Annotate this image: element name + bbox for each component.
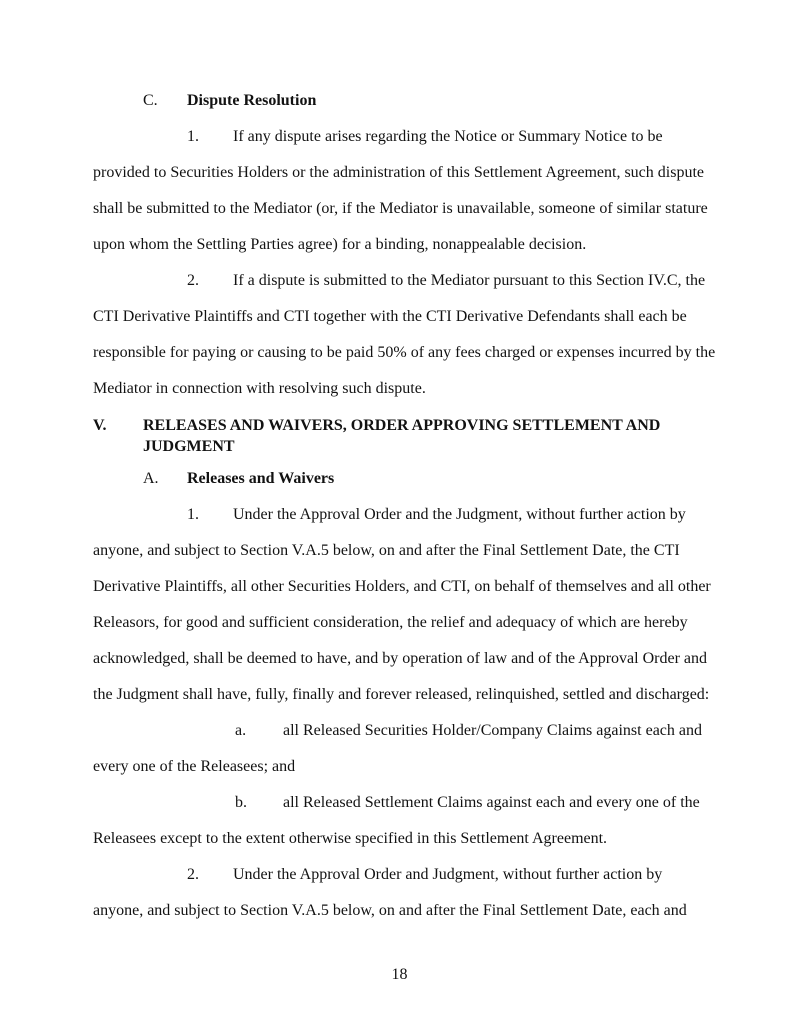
text-line: Under the Approval Order and Judgment, without further action by bbox=[233, 866, 663, 883]
text-line: Releasees except to the extent otherwise specified in this Settlement Agreement. bbox=[93, 830, 608, 847]
section-heading-line: RELEASES AND WAIVERS, ORDER APPROVING SETTLEMENT AND bbox=[143, 417, 661, 434]
text-line: Derivative Plaintiffs, all other Securities Holders, and CTI, on behalf of themselves and all other bbox=[93, 578, 711, 595]
section-heading-label: V. bbox=[93, 417, 107, 434]
subsection-heading-title: Releases and Waivers bbox=[187, 470, 335, 487]
paragraph-first-line bbox=[93, 497, 707, 533]
paragraph-first-line bbox=[93, 785, 707, 821]
subsection-heading bbox=[93, 461, 707, 497]
text-line: acknowledged, shall be deemed to have, and by operation of law and of the Approval Order and bbox=[93, 650, 708, 667]
document-body bbox=[93, 83, 716, 929]
text-line: If any dispute arises regarding the Notice or Summary Notice to be bbox=[233, 128, 663, 145]
paragraph-first-line bbox=[93, 119, 707, 155]
page-number: 18 bbox=[391, 966, 408, 983]
text-line: If a dispute is submitted to the Mediator pursuant to this Section IV.C, the bbox=[233, 272, 706, 289]
text-line: Releasors, for good and sufficient consideration, the relief and adequacy of which are hereby bbox=[93, 614, 688, 631]
text-line: upon whom the Settling Parties agree) for a binding, nonappealable decision. bbox=[93, 236, 587, 253]
paragraph-number: 1. bbox=[187, 506, 199, 523]
paragraph-first-line bbox=[93, 263, 707, 299]
section-heading-line: JUDGMENT bbox=[143, 438, 235, 455]
text-line: CTI Derivative Plaintiffs and CTI together with the CTI Derivative Defendants shall each be bbox=[93, 308, 687, 325]
text-line: provided to Securities Holders or the administration of this Settlement Agreement, such dispute bbox=[93, 164, 704, 181]
text-line: all Released Securities Holder/Company Claims against each and bbox=[283, 722, 702, 739]
text-line: anyone, and subject to Section V.A.5 below, on and after the Final Settlement Date, the CTI bbox=[93, 542, 680, 559]
section-heading bbox=[93, 415, 707, 457]
subsection-heading-label: C. bbox=[143, 92, 158, 109]
text-line: responsible for paying or causing to be paid 50% of any fees charged or expenses incurred by the bbox=[93, 344, 716, 361]
paragraph-first-line bbox=[93, 857, 707, 893]
paragraph-number: 1. bbox=[187, 128, 199, 145]
text-line: every one of the Releasees; and bbox=[93, 758, 296, 775]
text-line: all Released Settlement Claims against each and every one of the bbox=[283, 794, 700, 811]
paragraph-first-line bbox=[93, 713, 707, 749]
text-line: the Judgment shall have, fully, finally and forever released, relinquished, settled and discharged: bbox=[93, 686, 710, 703]
text-line: Under the Approval Order and the Judgment, without further action by bbox=[233, 506, 686, 523]
subparagraph-letter: b. bbox=[235, 794, 247, 811]
subsection-heading-title: Dispute Resolution bbox=[187, 92, 317, 109]
subparagraph-letter: a. bbox=[235, 722, 247, 739]
text-line: anyone, and subject to Section V.A.5 below, on and after the Final Settlement Date, each and bbox=[93, 902, 687, 919]
paragraph-number: 2. bbox=[187, 272, 199, 289]
paragraph-number: 2. bbox=[187, 866, 199, 883]
subsection-heading-label: A. bbox=[143, 470, 159, 487]
subsection-heading bbox=[93, 83, 707, 119]
text-line: Mediator in connection with resolving such dispute. bbox=[93, 380, 426, 397]
text-line: shall be submitted to the Mediator (or, if the Mediator is unavailable, someone of similar stature bbox=[93, 200, 708, 217]
